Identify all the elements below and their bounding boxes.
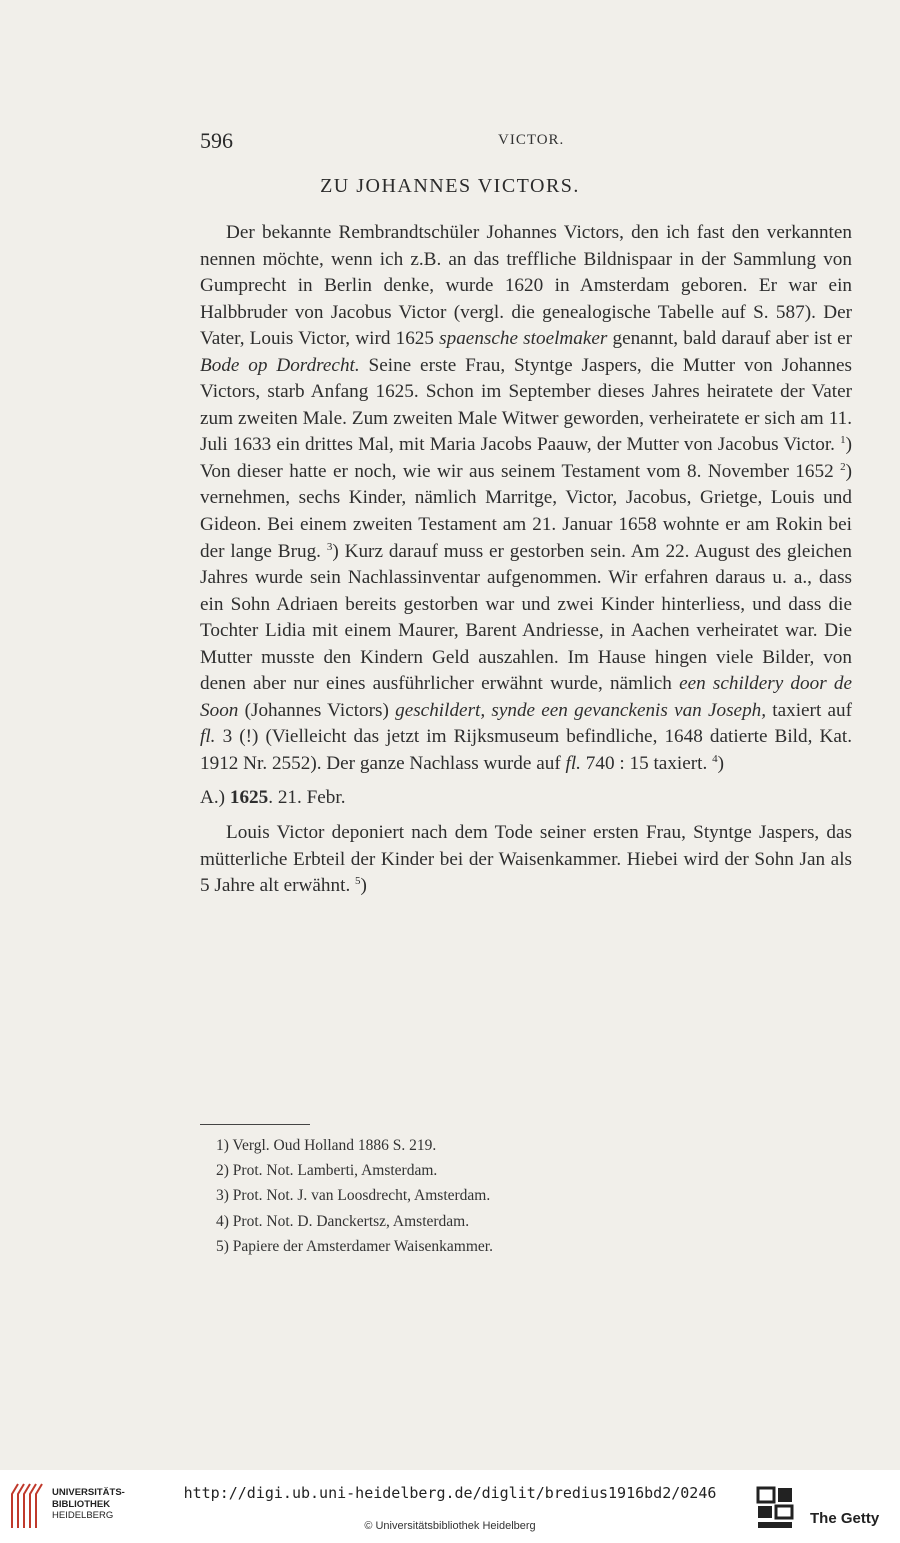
entry-year: 1625 [229,787,269,809]
article-title: ZU JOHANNES VICTORS. [320,175,580,197]
footnotes [216,1133,836,1259]
italic-phrase: geschildert, synde een gevanckenis van Joseph, [395,699,767,721]
footnote-ref[interactable]: 2 [840,460,846,473]
italic-phrase: een schildery door de Soon [200,673,852,721]
italic-phrase: fl. [565,752,581,774]
footnote-4: 4) Prot. Not. D. Danckertsz, Amsterdam. [216,1212,470,1230]
running-title: VICTOR. [498,132,565,148]
copyright-notice: © Universitätsbibliothek Heidelberg [364,1520,536,1532]
footnote-5: 5) Papiere der Amsterdamer Waisenkammer. [216,1237,493,1255]
footnote-1: 1) Vergl. Oud Holland 1886 S. 219. [216,1137,437,1154]
permalink-url[interactable]: http://digi.ub.uni-heidelberg.de/diglit/bredius1916bd2/0246 [183,1484,717,1502]
footnote-ref[interactable]: 4 [712,752,718,765]
footnote-ref[interactable]: 1 [840,434,846,447]
getty-logo-icon[interactable] [756,1486,796,1532]
document-entry-heading: A.) 1625. 21. Febr. [200,787,346,809]
viewer-footer [0,1470,900,1543]
footnote-ref[interactable]: 5 [355,875,361,888]
page-number: 596 [200,128,233,153]
article-body [200,220,852,900]
footnote-ref[interactable]: 3 [326,540,333,553]
italic-phrase: fl. [200,726,216,748]
italic-phrase: spaensche stoelmaker [439,328,608,350]
paragraph-entry-a: Louis Victor deponiert nach dem Tode seiner ersten Frau, Styntge Jaspers, das mütterliche Erbteil der Kinder bei der Waisenkammer. Hiebei wird der Sohn Jan als 5 Jahre alt erwähnt. $^5$) [200,822,852,897]
italic-phrase: Bode op Dordrecht. [200,354,360,376]
library-name: UNIVERSITÄTS- BIBLIOTHEK HEIDELBERG [52,1487,125,1521]
footnote-divider [200,1124,310,1125]
footnote-2: 2) Prot. Not. Lamberti, Amsterdam. [216,1162,438,1180]
getty-name: The Getty [810,1510,880,1527]
footnote-3: 3) Prot. Not. J. van Loosdrecht, Amsterdam. [216,1187,491,1205]
paragraph-intro: Der bekannte Rembrandtschüler Johannes Victors, den ich fast den verkannten nennen möchte, wenn ich z.B. an das treffliche Bildnispaar in der Sammlung von Gumprecht in Berlin denke, wurde 1620 in Amsterdam geboren. Er war ein Halbbruder von Jacobus Victor (vergl. die genealogische Tabelle auf S. 587). Der Vater, Louis Victor, wird 1625 spaensche stoelmaker genannt, bald darauf aber ist er Bode op Dordrecht. Seine erste Frau, Styntge Jaspers, die Mutter von Johannes Victors, starb Anfang 1625. Schon im September dieses Jahres heiratete der Vater zum zweiten Male. Zum zweiten Male Witwer geworden, verheiratete er sich am 11. Juli 1633 ein drittes Mal, mit Maria Jacobs Paauw, der Mutter von Jacobus Victor. $^1$) Von dieser hatte er noch, wie wir aus seinem Testament vom 8. November 1652 $^2$) vernehmen, sechs Kinder, nämlich Marritge, Victor, Jacobus, Grietge, Louis und Gideon. Bei einem zweiten Testament am 21. Januar 1658 wohnte er am Rokin bei der lange Brug. $^3$) Kurz darauf muss er gestorben sein. Am 22. August des gleichen Jahres wurde sein Nachlassinventar aufgenommen. Wir erfahren daraus u. a., dass ein Sohn Adriaen bereits gestorben war und zwei Kinder hinterliess, und dass die Tochter Lidia mit einem Maurer, Barent Andriesse, in Aachen verheiratet war. Die Mutter musste den Kindern Geld auszahlen. Im Hause hingen viele Bilder, von denen aber nur eines ausführlicher erwähnt wurde, nämlich een schildery door de Soon (Johannes Victors) geschildert, synde een gevanckenis van Joseph, taxiert auf fl. 3 (!) (Vielleicht das jetzt im Rijksmuseum befindliche, 1648 datierte Bild, Kat. 1912 Nr. 2552). Der ganze Nachlass wurde auf fl. 740 : 15 taxiert. $^4$) [200,222,852,774]
running-head [200,128,852,156]
